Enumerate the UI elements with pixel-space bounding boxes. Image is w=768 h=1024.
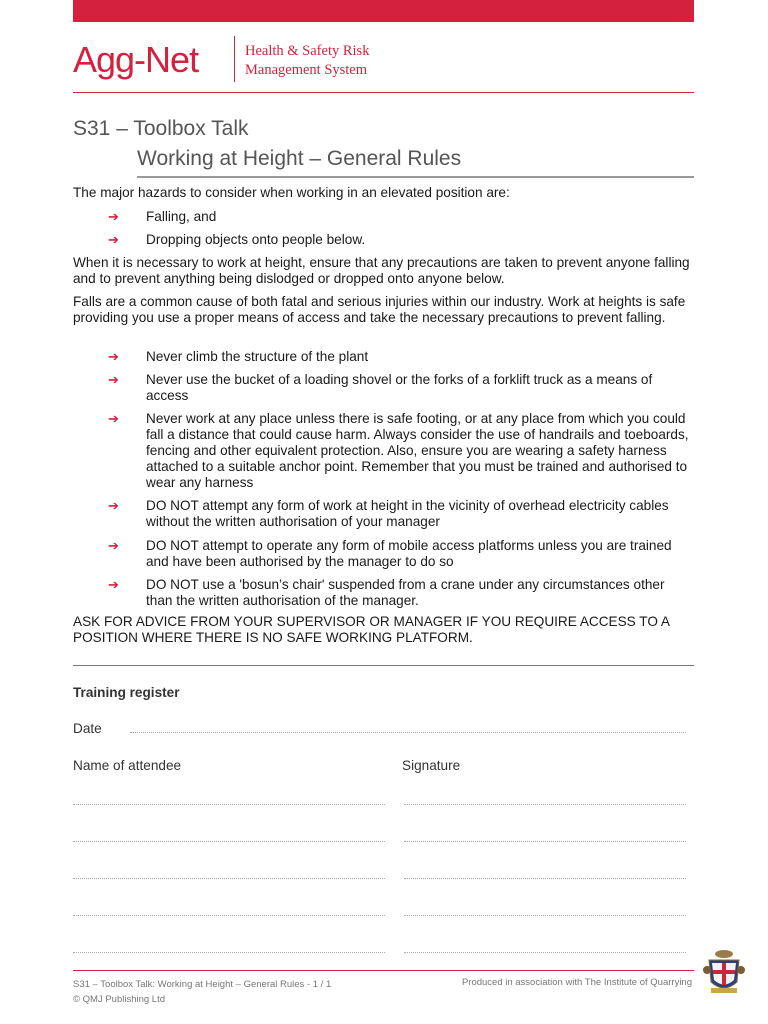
rule-text: Never use the bucket of a loading shovel or the forks of a forklift truck as a means of access — [146, 372, 653, 403]
top-color-bar — [73, 0, 694, 22]
arrow-bullet-icon: ➔ — [108, 372, 119, 387]
signature-column-label: Signature — [402, 758, 461, 773]
logo-subtitle-line1: Health & Safety Risk — [245, 43, 370, 59]
arrow-bullet-icon: ➔ — [108, 577, 119, 592]
date-field-line[interactable] — [130, 731, 686, 733]
intro-text: The major hazards to consider when working in an elevated position are: — [73, 185, 510, 200]
attendee-name-line[interactable] — [73, 951, 385, 953]
attendee-name-line[interactable] — [73, 914, 385, 916]
footer-left — [73, 977, 331, 1007]
arrow-bullet-icon: ➔ — [108, 498, 119, 513]
attendee-column-label: Name of attendee — [73, 758, 182, 773]
section-separator — [73, 665, 694, 666]
paragraph-precautions: When it is necessary to work at height, ensure that any precautions are taken to prevent anyone falling and to prevent anything being dislodged or dropped onto anyone below. — [73, 255, 690, 286]
rule-text: DO NOT attempt to operate any form of mobile access platforms unless you are trained and have been authorised by the manager to do so — [146, 538, 672, 569]
signature-line[interactable] — [404, 840, 686, 842]
signature-line[interactable] — [404, 803, 686, 805]
hazard-text: Falling, and — [146, 209, 217, 224]
logo-subtitle-line2: Management System — [245, 62, 368, 78]
attendee-name-line[interactable] — [73, 877, 385, 879]
closing-advice: ASK FOR ADVICE FROM YOUR SUPERVISOR OR MANAGER IF YOU REQUIRE ACCESS TO A POSITION WHERE THERE IS NO SAFE WORKING PLATFORM. — [73, 614, 670, 645]
rule-text: Never work at any place unless there is safe footing, or at any place from which you could fall a distance that could cause harm. Always consider the use of handrails and toeboards, fencing and other equivalent protection. Also, ensure you are wearing a safety harness attached to a suitable anchor point. Remember that you must be trained and authorised to wear any harness — [146, 411, 689, 490]
footer-association: Produced in association with The Institute of Quarrying — [461, 977, 692, 988]
rule-text: DO NOT use a 'bosun’s chair' suspended from a crane under any circumstances other than the written authorisation of the manager. — [146, 577, 665, 608]
document-code-title: S31 – Toolbox Talk — [73, 117, 249, 140]
signature-line[interactable] — [404, 914, 686, 916]
training-register-title: Training register — [73, 685, 180, 700]
arrow-bullet-icon: ➔ — [108, 538, 119, 553]
document-subject-title: Working at Height – General Rules — [137, 147, 462, 170]
arrow-bullet-icon: ➔ — [108, 209, 119, 224]
attendee-name-line[interactable] — [73, 803, 385, 805]
rule-text: Never climb the structure of the plant — [146, 349, 369, 364]
hazard-text: Dropping objects onto people below. — [146, 232, 366, 247]
arrow-bullet-icon: ➔ — [108, 349, 119, 364]
signature-line[interactable] — [404, 877, 686, 879]
paragraph-falls: Falls are a common cause of both fatal and serious injuries within our industry. Work at heights is safe providing you use a proper means of access and take the necessary precautions to prevent falling. — [73, 294, 686, 325]
logo-divider — [234, 36, 235, 82]
footer-page-info: S31 – Toolbox Talk: Working at Height – General Rules - 1 / 1 — [73, 979, 332, 990]
title-underline — [137, 176, 694, 178]
date-label: Date — [73, 721, 102, 736]
rule-text: DO NOT attempt any form of work at height in the vicinity of overhead electricity cables without the written authorisation of your manager — [146, 498, 669, 529]
footer-copyright: © QMJ Publishing Ltd — [73, 994, 166, 1005]
logo-wordmark: Agg-Net — [73, 39, 199, 80]
logo-subtitle — [245, 42, 369, 80]
arrow-bullet-icon: ➔ — [108, 411, 119, 426]
arrow-bullet-icon: ➔ — [108, 232, 119, 247]
attendee-name-line[interactable] — [73, 840, 385, 842]
institute-crest-icon — [703, 948, 745, 996]
header-rule — [73, 92, 694, 93]
signature-line[interactable] — [404, 951, 686, 953]
footer-rule — [73, 970, 694, 971]
